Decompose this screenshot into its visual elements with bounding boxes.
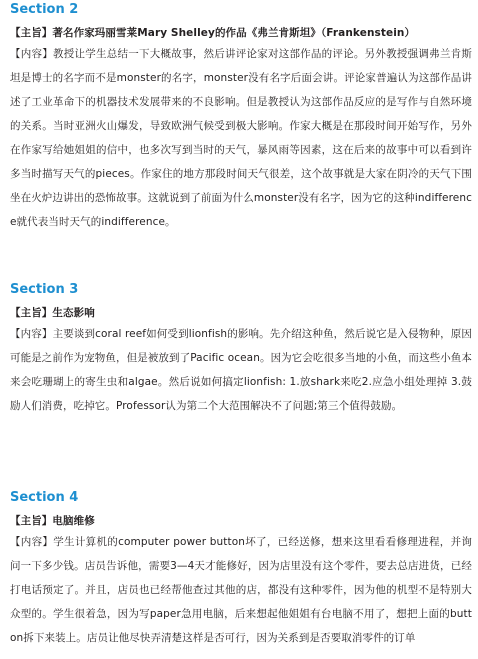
theme-text: 电脑维修 [52, 515, 95, 527]
theme-text: 著名作家玛丽雪莱Mary Shelley的作品《弗兰肯斯坦》（Frankenstein） [52, 27, 416, 39]
section-heading: Section 2 [10, 2, 79, 17]
content-tag: 【内容】 [10, 48, 53, 60]
section-3 [10, 282, 472, 418]
content-paragraph [10, 530, 472, 650]
content-paragraph [10, 322, 472, 418]
theme-line [10, 514, 472, 528]
theme-line [10, 26, 472, 40]
section-2 [10, 2, 472, 234]
theme-text: 生态影响 [52, 307, 95, 319]
content-text: 教授让学生总结一下大概故事，然后讲评论家对这部作品的评论。另外教授强调弗兰肯斯坦是博士的名字而不是monster的名字，monster没有名字后面会讲。评论家普遍认为这部作品讲述了工业革命下的机器技术发展带来的不良影响。但是教授认为这部作品反应的是写作与自然环境的关系。当时亚洲火山爆发，导致欧洲气候受到极大影响。作家大概是在那段时间开始写作，另外在作家写给她姐姐的信中，也多次写到当时的天气，暴风雨等因素，这在后来的故事中可以看到许多当时描写天气的pieces。作家住的地方那段时间天气很差，这个故事就是大家在阴冷的天气下围坐在火炉边讲出的恐怖故事。这就说到了前面为什么monster没有名字，因为它的这种indifference就代表当时天气的indifference。 [10, 48, 472, 228]
section-heading: Section 3 [10, 282, 79, 297]
theme-tag: 【主旨】 [10, 307, 53, 319]
theme-line [10, 306, 472, 320]
theme-tag: 【主旨】 [10, 515, 53, 527]
section-4 [10, 490, 472, 650]
content-tag: 【内容】 [10, 536, 54, 548]
content-text: 主要谈到coral reef如何受到lionfish的影响。先介绍这种鱼，然后说它是入侵物种，原因可能是之前作为宠物鱼，但是被放到了Pacific ocean。因为它会吃很多当地的小鱼，而这些小鱼本来会吃珊瑚上的寄生虫和algae。然后说如何搞定lionfish: 1.放shark来吃2.应急小组处理掉 3.鼓励人们消费，吃掉它。Professor认为第二个大范围解决不了问题;第三个值得鼓励。 [10, 328, 472, 412]
section-heading: Section 4 [10, 490, 79, 505]
content-tag: 【内容】 [10, 328, 53, 340]
content-text: 学生计算机的computer power button坏了，已经送修，想来这里看看修理进程，并询问一下多少钱。店员告诉他，需要3—4天才能修好，因为店里没有这个零件，要去总店进货，已经打电话预定了。并且，店员也已经帮他查过其他的店，都没有这种零件，因为他的机型不是特别大众型的。学生很着急，因为写paper急用电脑，后来想起他姐姐有台电脑不用了，想把上面的button拆下来装上。店员让他尽快弄清楚这样是否可行，因为关系到是否要取消零件的订单 [10, 536, 473, 644]
theme-tag: 【主旨】 [10, 27, 53, 39]
content-paragraph [10, 42, 472, 234]
